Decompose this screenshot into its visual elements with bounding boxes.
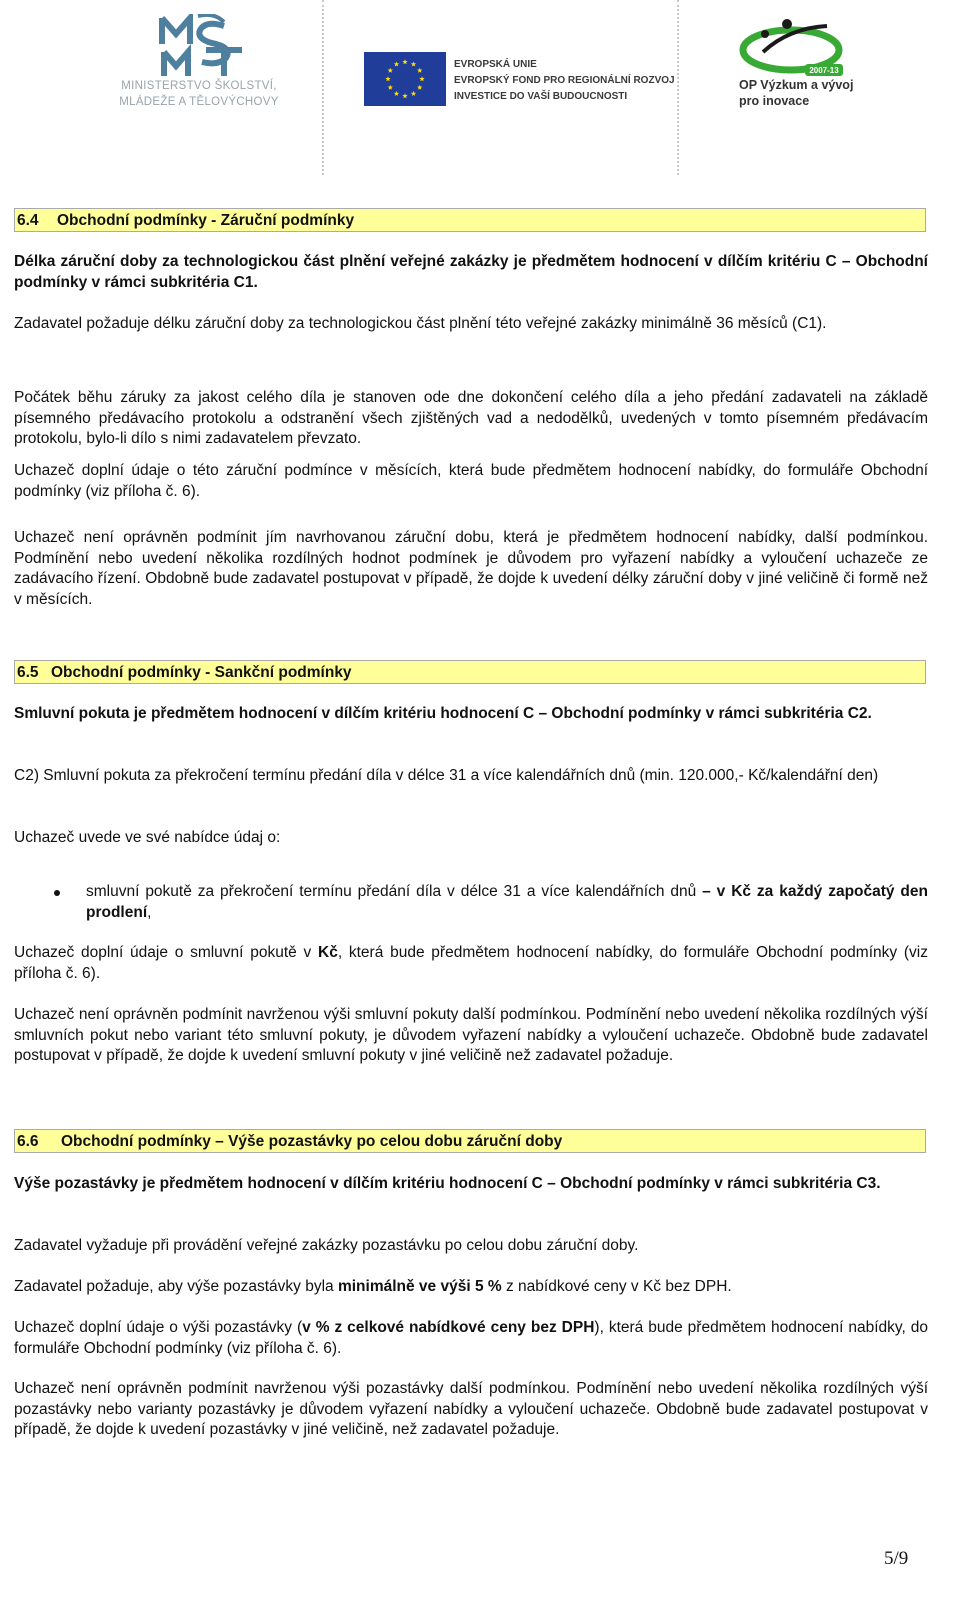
s66-p3-bold: minimálně ve výši 5 % (337, 1278, 502, 1295)
s64-paragraph-2: Zadavatel požaduje délku záruční doby za technologickou část plnění této veřejné zakázky minimálně 36 měsíců (C1). (14, 315, 827, 332)
op-year-badge: 2007-13 (809, 66, 839, 75)
msmt-name-line1: MINISTERSTVO ŠKOLSTVÍ, (121, 80, 277, 92)
s64-paragraph-1: Délka záruční doby za technologickou část plnění veřejné zakázky je předmětem hodnocení v dílčím kritériu C – Obchodní podmínky v rámci subkritéria C1. (14, 253, 928, 291)
s66-paragraph-2: Zadavatel vyžaduje při provádění veřejné zakázky pozastávku po celou dobu záruční doby. (14, 1237, 639, 1254)
s65-p4-text-end: , která bude předmětem hodnocení nabídky, do formuláře Obchodní podmínky (viz příloha č. 6). (14, 944, 928, 982)
s66-p4-text-end: ), která bude předmětem hodnocení nabídky, do formuláře Obchodní podmínky (viz příloha č. 6). (14, 1319, 928, 1357)
msmt-logo (104, 14, 294, 114)
op-text-line1: OP Výzkum a vývoj (739, 78, 854, 92)
logo-separator (322, 0, 324, 175)
s65-bullet-item (86, 882, 928, 923)
s66-p3-text-end: z nabídkové ceny v Kč bez DPH. (501, 1278, 732, 1295)
s64-paragraph-5: Uchazeč není oprávněn podmínit jím navrhovanou záruční dobu, která je předmětem hodnocení nabídky, další podmínkou. Podmínění nebo uvedení několika rozdílných hodnot podmínek je důvodem pro vyřazení nabídky a vyloučení uchazeče ze zadávacího řízení. Obdobně bude zadavatel postupovat v případě, že dojde k uvedení délky záruční doby v jiné veličině či formě než v měsících. (14, 529, 928, 608)
header-logos (0, 0, 960, 180)
bullet-text-bold: – v Kč za každý započatý den prodlení (86, 883, 928, 921)
page-number: 5/9 (884, 1548, 909, 1569)
eu-text-line1: EVROPSKÁ UNIE (454, 59, 537, 70)
s65-paragraph-2: C2) Smluvní pokuta za překročení termínu předání díla v délce 31 a více kalendářních dnů (min. 120.000,- Kč/kalendářní den) (14, 767, 879, 784)
section-6-5-heading (14, 660, 926, 684)
op-text (739, 77, 853, 109)
section-number: 6.5 (17, 664, 39, 681)
bullet-text-end: , (147, 903, 152, 921)
s65-p4-text: Uchazeč doplní údaje o smluvní pokutě v (14, 944, 318, 961)
logo-separator (677, 0, 679, 175)
section-title: Obchodní podmínky - Sankční podmínky (51, 664, 352, 681)
op-text-line2: pro inovace (739, 94, 810, 108)
eu-flag-icon (364, 52, 446, 106)
s65-p4-bold: Kč (318, 944, 338, 961)
s66-p3-text: Zadavatel požaduje, aby výše pozastávky byla (14, 1278, 338, 1295)
eu-text-line2: EVROPSKÝ FOND PRO REGIONÁLNÍ ROZVOJ (454, 75, 675, 86)
s65-paragraph-5: Uchazeč není oprávněn podmínit navrženou výši smluvní pokuty další podmínkou. Podmínění nebo uvedení několika rozdílných výší smluvních pokut nebo variant této smluvní pokuty, je důvodem vyřazení nabídky a vyloučení uchazeče. Obdobně bude zadavatel postupovat v případě, že dojde k uvedení smluvní pokuty v jiné veličině než zadavatel požaduje. (14, 1006, 928, 1065)
section-title: Obchodní podmínky – Výše pozastávky po celou dobu záruční doby (61, 1133, 563, 1150)
section-6-4-heading (14, 208, 926, 232)
section-6-6-heading (14, 1129, 926, 1153)
msmt-emblem-icon (154, 14, 249, 78)
op-vavpi-logo (735, 18, 865, 118)
eu-text (454, 57, 675, 105)
s65-paragraph-3: Uchazeč uvede ve své nabídce údaj o: (14, 829, 281, 846)
s65-paragraph-4 (14, 943, 928, 984)
s65-paragraph-1: Smluvní pokuta je předmětem hodnocení v dílčím kritériu hodnocení C – Obchodní podmínky v rámci subkritéria C2. (14, 705, 872, 722)
eu-logo (364, 52, 675, 108)
msmt-name-line2: MLÁDEŽE A TĚLOVÝCHOVY (119, 96, 279, 108)
s66-p4-bold: v % z celkové nabídkové ceny bez DPH (302, 1319, 595, 1336)
s66-paragraph-5: Uchazeč není oprávněn podmínit navrženou výši pozastávky další podmínkou. Podmínění nebo uvedení několika rozdílných výší pozastávky nebo varianty pozastávky je důvodem vyřazení nabídky a vyloučení uchazeče. Obdobně bude zadavatel postupovat v případě, že dojde k uvedení pozastávky v jiné veličině, než zadavatel požaduje. (14, 1380, 928, 1439)
s66-paragraph-1: Výše pozastávky je předmětem hodnocení v dílčím kritériu hodnocení C – Obchodní podmínky v rámci subkritéria C3. (14, 1175, 881, 1192)
s66-paragraph-4 (14, 1318, 928, 1359)
section-number: 6.4 (17, 212, 39, 229)
section-title: Obchodní podmínky - Záruční podmínky (57, 212, 355, 229)
eu-text-line3: INVESTICE DO VAŠÍ BUDOUCNOSTI (454, 91, 628, 102)
s66-paragraph-3 (14, 1277, 928, 1298)
section-number: 6.6 (17, 1133, 39, 1150)
s66-p4-text: Uchazeč doplní údaje o výši pozastávky ( (14, 1319, 303, 1336)
bullet-text-main: smluvní pokutě za překročení termínu předání díla v délce 31 a více kalendářních dnů (86, 883, 697, 900)
op-swoosh-icon (735, 18, 855, 78)
s64-paragraph-3: Počátek běhu záruky za jakost celého díla je stanoven ode dne dokončení celého díla a jeho předání zadavateli na základě písemného předávacího protokolu a odstranění všech zjištěných vad a nedodělků, uvedených v tomto písemném předávacím protokolu, bylo-li dílo s nimi zadavatelem převzato. (14, 389, 928, 448)
bullet-icon (54, 890, 60, 896)
s64-paragraph-4: Uchazeč doplní údaje o této záruční podmínce v měsících, která bude předmětem hodnocení nabídky, do formuláře Obchodní podmínky (viz příloha č. 6). (14, 462, 928, 500)
